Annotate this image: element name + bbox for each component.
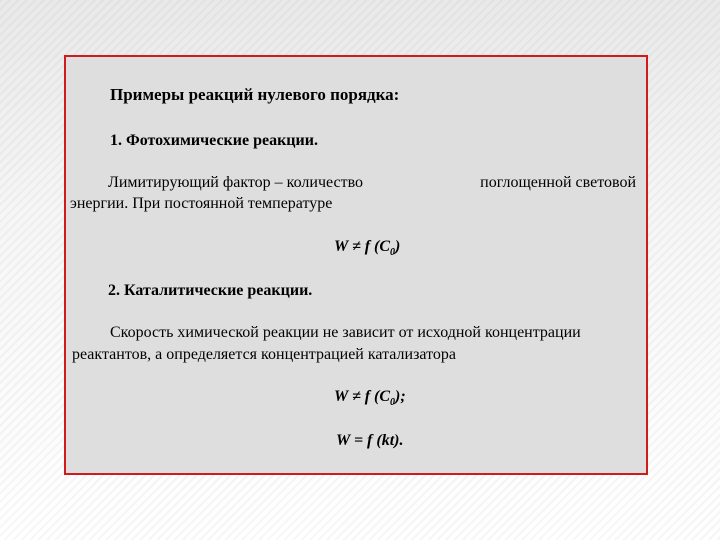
item2-text-line2: реактантов, а определяется концентрацией катализатора xyxy=(72,346,456,363)
formula-2-tail: ); xyxy=(395,388,406,405)
formula-1 xyxy=(334,237,400,257)
slide-content-panel xyxy=(64,55,648,475)
item1-text-line1 xyxy=(108,173,636,193)
item1-text-part-a: Лимитирующий фактор – количество xyxy=(108,174,364,191)
item1-text-part-b: поглощенной световой xyxy=(480,174,636,191)
formula-1-subscript: 0 xyxy=(390,247,396,259)
item1-title: 1. Фотохимические реакции. xyxy=(110,132,318,149)
formula-1-main: W ≠ f (C xyxy=(334,238,391,255)
slide-heading: Примеры реакций нулевого порядка: xyxy=(110,85,400,104)
item2-title: 2. Каталитические реакции. xyxy=(108,282,313,299)
formula-3: W = f (kt). xyxy=(336,432,404,449)
item2-text-line1: Скорость химической реакции не зависит от исходной концентрации xyxy=(110,324,581,341)
formula-1-tail: ) xyxy=(395,238,401,255)
item1-text-line2: энергии. При постоянной температуре xyxy=(70,195,333,212)
formula-2-main: W ≠ f (C xyxy=(334,388,391,405)
formula-2 xyxy=(334,387,406,407)
formula-2-subscript: 0 xyxy=(390,397,396,409)
